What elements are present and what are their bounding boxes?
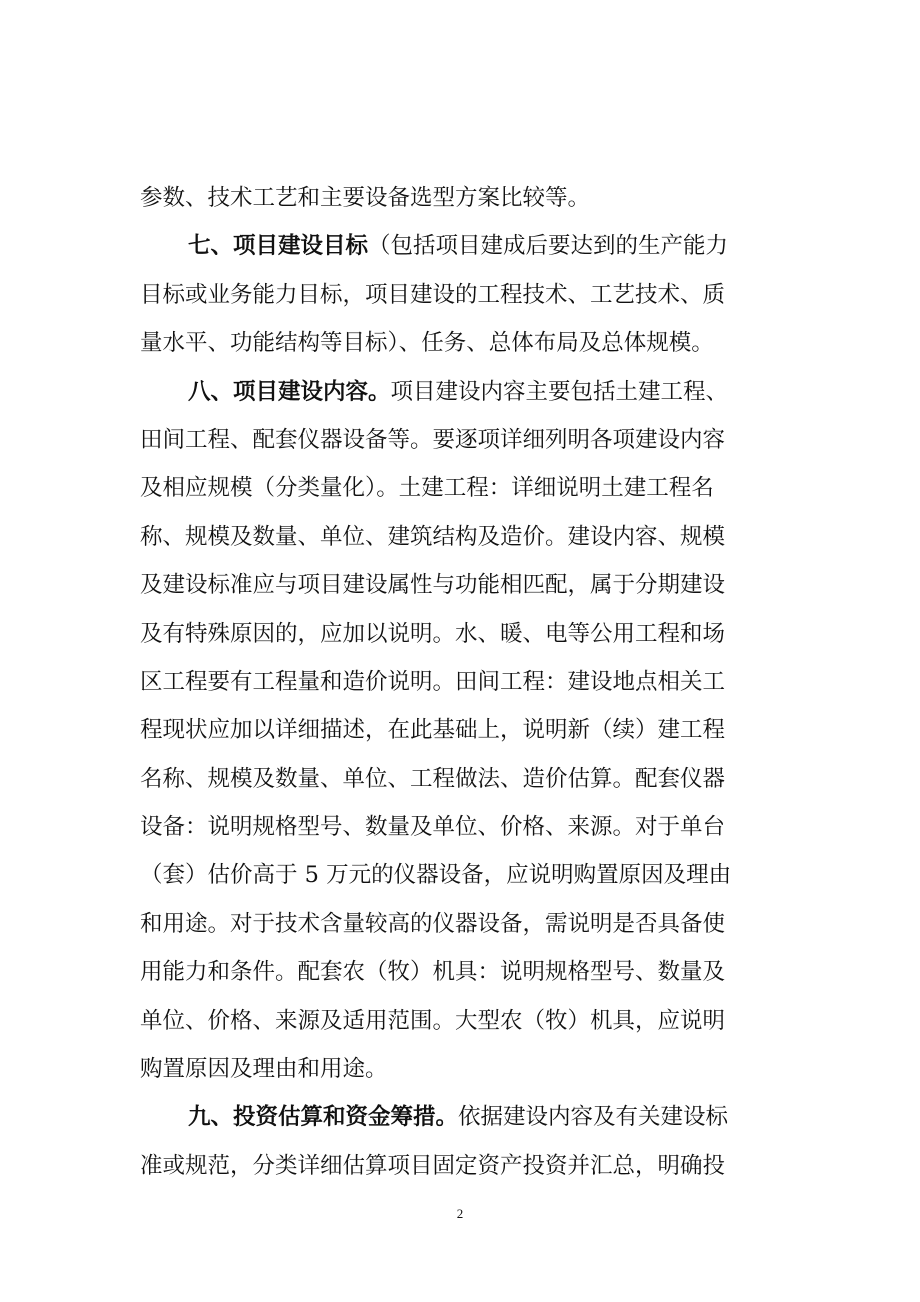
line-text: 量水平、功能结构等目标）、任务、总体布局及总体规模。	[140, 330, 714, 357]
text-line-3	[140, 271, 780, 319]
section-heading-9	[140, 1093, 780, 1141]
line-text: 准或规范，分类详细估算项目固定资产投资并汇总，明确投	[140, 1152, 726, 1179]
line-text: 项目建设内容主要包括土建工程、	[390, 378, 729, 405]
line-text: 依据建设内容及有关建设标	[458, 1104, 729, 1131]
text-line-18	[140, 997, 780, 1045]
line-text: （包括项目建成后要达到的生产能力	[368, 233, 729, 260]
text-line-21	[140, 1142, 780, 1190]
text-line-17	[140, 948, 780, 996]
line-text: 单位、价格、来源及适用范围。大型农（牧）机具，应说明	[140, 1007, 726, 1034]
text-line-14	[140, 803, 780, 851]
section-heading-7	[140, 222, 780, 270]
heading-label: 七、项目建设目标	[188, 233, 369, 260]
text-line-9	[140, 561, 780, 609]
page-number: 2	[456, 1206, 464, 1221]
line-text: 目标或业务能力目标，项目建设的工程技术、工艺技术、质	[140, 281, 726, 308]
document-body	[140, 174, 780, 1190]
line-text: 和用途。对于技术含量较高的仪器设备，需说明是否具备使	[140, 910, 726, 937]
line-text: 及有特殊原因的，应加以说明。水、暖、电等公用工程和场	[140, 620, 726, 647]
line-text: 区工程要有工程量和造价说明。田间工程：建设地点相关工	[140, 668, 726, 695]
text-line-13	[140, 755, 780, 803]
text-line-16	[140, 900, 780, 948]
heading-label: 九、投资估算和资金筹措。	[188, 1104, 459, 1131]
heading-label: 八、项目建设内容。	[188, 378, 391, 405]
text-line-11	[140, 658, 780, 706]
text-line-15	[140, 851, 780, 899]
text-line-19	[140, 1045, 780, 1093]
line-text: 及相应规模（分类量化）。土建工程：详细说明土建工程名	[140, 475, 714, 502]
line-text: 购置原因及理由和用途。	[140, 1056, 388, 1083]
line-text: 称、规模及数量、单位、建筑结构及造价。建设内容、规模	[140, 523, 726, 550]
text-line-8	[140, 513, 780, 561]
text-line-1	[140, 174, 780, 222]
text-line-12	[140, 706, 780, 754]
line-text: （套）估价高于 5 万元的仪器设备，应说明购置原因及理由	[140, 862, 732, 889]
text-line-7	[140, 464, 780, 512]
line-text: 程现状应加以详细描述，在此基础上，说明新（续）建工程	[140, 717, 726, 744]
section-heading-8	[140, 368, 780, 416]
line-text: 参数、技术工艺和主要设备选型方案比较等。	[140, 185, 591, 211]
line-text: 用能力和条件。配套农（牧）机具：说明规格型号、数量及	[140, 959, 726, 986]
text-line-4	[140, 319, 780, 367]
line-text: 及建设标准应与项目建设属性与功能相匹配，属于分期建设	[140, 572, 726, 599]
line-text: 设备：说明规格型号、数量及单位、价格、来源。对于单台	[140, 814, 726, 841]
text-line-6	[140, 416, 780, 464]
line-text: 田间工程、配套仪器设备等。要逐项详细列明各项建设内容	[140, 426, 726, 453]
text-line-10	[140, 610, 780, 658]
line-text: 名称、规模及数量、单位、工程做法、造价估算。配套仪器	[140, 765, 726, 792]
